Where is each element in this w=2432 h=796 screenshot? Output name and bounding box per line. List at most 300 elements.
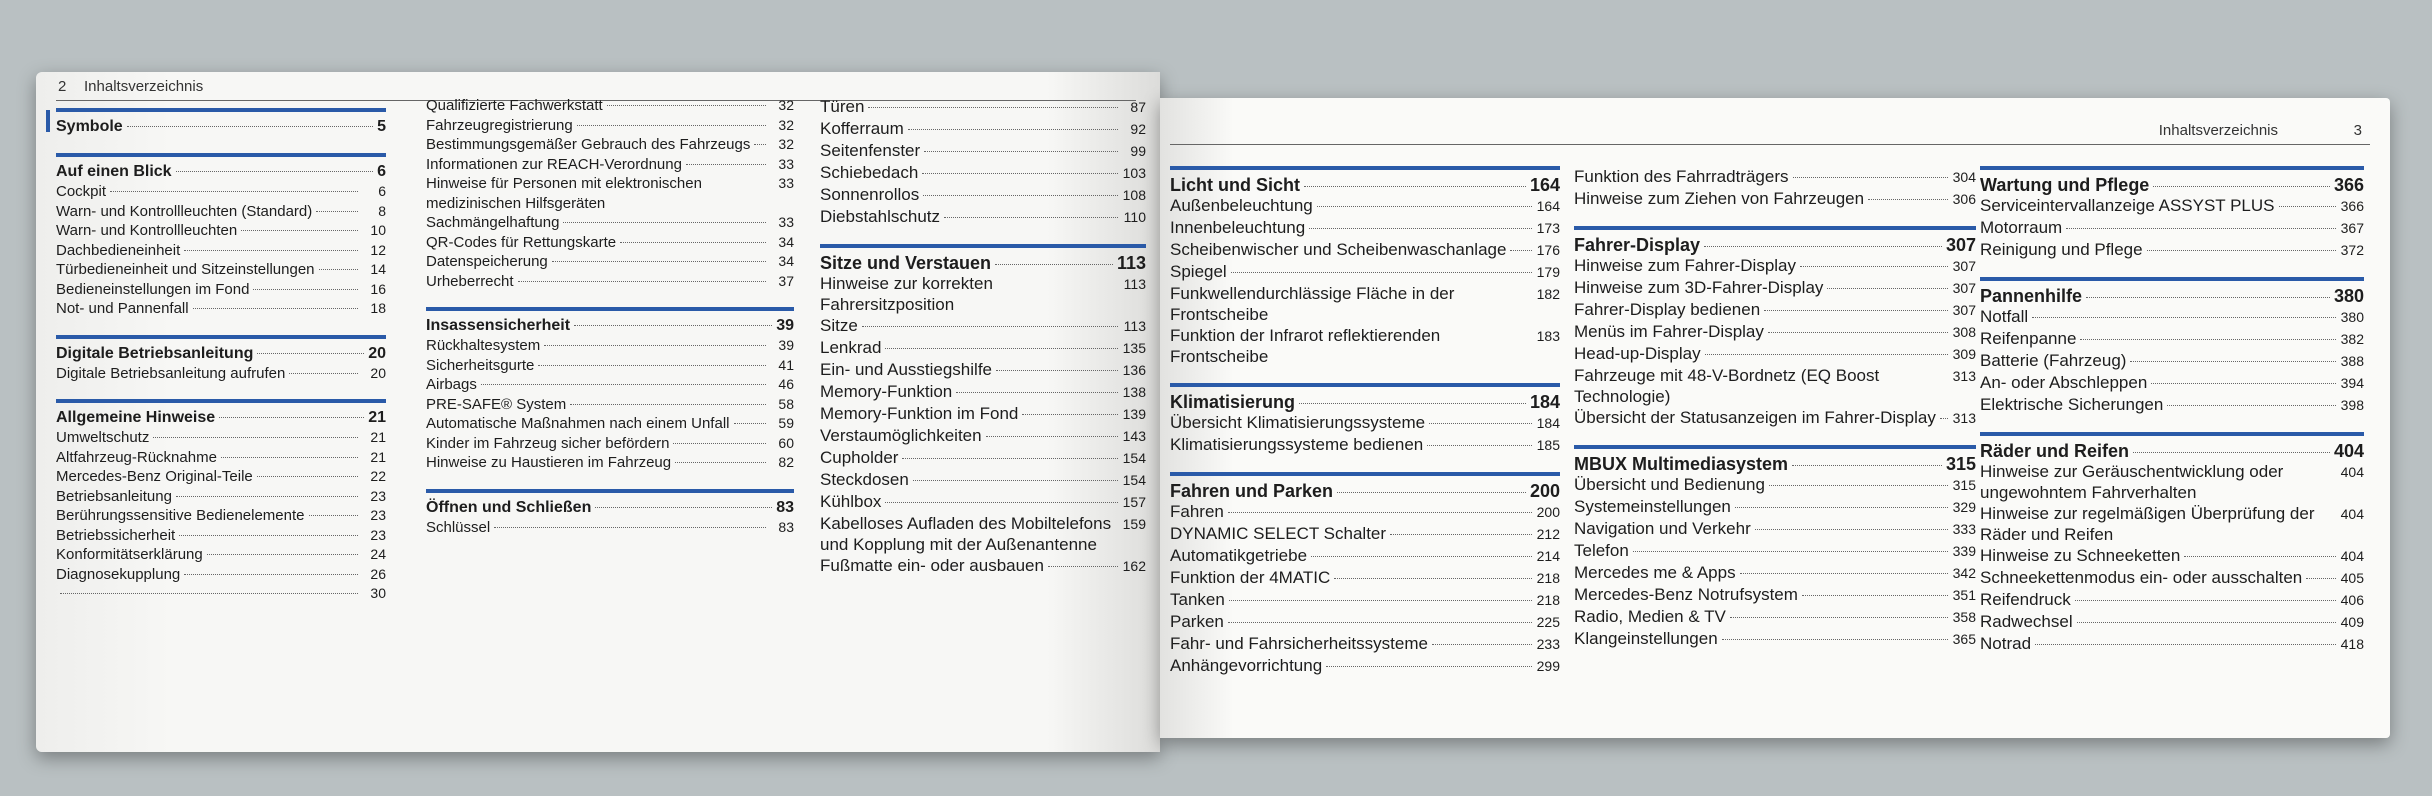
leader-dots <box>1231 272 1532 273</box>
toc-entry[interactable] <box>56 221 386 241</box>
leader-dots <box>1429 423 1532 424</box>
entry-page-number: 157 <box>1122 494 1146 510</box>
toc-entry[interactable] <box>1980 611 2364 633</box>
entry-label: Hinweise zur regelmäßigen Überprüfung der Räder und Reifen <box>1980 504 2315 544</box>
section-heading[interactable] <box>1170 383 1560 412</box>
toc-section-fahrer-display <box>1574 226 1976 429</box>
leader-dots <box>193 308 358 309</box>
toc-entry[interactable] <box>56 565 386 585</box>
toc-entry[interactable] <box>1574 584 1976 606</box>
toc-column-left-3 <box>820 96 1146 593</box>
entry-label: Hinweise zu Schneeketten <box>1980 546 2181 565</box>
section-page-number: 315 <box>1945 454 1976 474</box>
entry-label: Mercedes-Benz Original-Teile <box>56 468 253 485</box>
toc-entry[interactable] <box>1574 365 1976 407</box>
leader-dots <box>902 458 1118 459</box>
entry-page-number: 23 <box>370 526 386 543</box>
section-page-number: 83 <box>776 498 794 516</box>
leader-dots <box>1317 206 1532 207</box>
toc-column-right-2 <box>1574 166 1976 666</box>
entry-label: Digitale Betriebsanleitung aufrufen <box>56 364 286 382</box>
leader-dots <box>2279 206 2336 207</box>
entry-label: Tanken <box>1170 590 1225 609</box>
section-title: Räder und Reifen <box>1980 441 2130 461</box>
entry-label: Sicherheitsgurte <box>426 356 535 374</box>
section-heading[interactable] <box>1980 432 2364 461</box>
toc-entry[interactable] <box>1574 562 1976 584</box>
section-title: Pannenhilfe <box>1980 286 2083 306</box>
toc-entry[interactable] <box>56 584 386 604</box>
leader-dots <box>179 535 358 536</box>
toc-entry[interactable] <box>426 518 794 538</box>
section-heading[interactable] <box>56 335 386 364</box>
entry-label: Hinweise zu Haustieren im Fahrzeug <box>426 454 672 471</box>
leader-dots <box>2147 250 2336 251</box>
entry-page-number: 307 <box>1952 302 1976 318</box>
entry-page-number: 24 <box>370 546 386 562</box>
leader-dots <box>1326 666 1532 667</box>
toc-entry[interactable] <box>1170 239 1560 261</box>
section-heading[interactable] <box>1574 226 1976 255</box>
entry-label: Cockpit <box>56 183 107 200</box>
toc-entry[interactable] <box>426 434 794 454</box>
leader-dots <box>563 222 766 223</box>
toc-entry[interactable] <box>1170 655 1560 677</box>
section-page-number: 21 <box>368 409 386 426</box>
section-heading[interactable] <box>1170 472 1560 501</box>
toc-entry[interactable] <box>1574 188 1976 210</box>
entry-label: An- oder Abschleppen <box>1980 373 2148 392</box>
toc-entry[interactable] <box>1170 567 1560 589</box>
entry-page-number: 113 <box>1123 318 1146 334</box>
entry-page-number: 103 <box>1122 165 1146 181</box>
toc-column-right-3 <box>1980 166 2364 671</box>
entry-page-number: 342 <box>1952 565 1976 581</box>
toc-section-continued <box>1574 166 1976 210</box>
section-heading[interactable] <box>426 307 794 336</box>
entry-page-number: 154 <box>1122 450 1146 466</box>
toc-entry[interactable] <box>426 375 794 395</box>
entry-page-number: 214 <box>1536 548 1560 564</box>
toc-entry[interactable] <box>426 272 794 292</box>
toc-entry[interactable] <box>820 206 1146 228</box>
toc-entry[interactable] <box>56 182 386 202</box>
toc-entry[interactable] <box>426 135 794 155</box>
entry-page-number: 143 <box>1122 428 1146 444</box>
entry-label: Diagnosekupplung <box>56 565 181 583</box>
leader-dots <box>257 353 364 354</box>
entry-label: QR-Codes für Rettungskarte <box>426 233 617 251</box>
entry-page-number: 358 <box>1952 609 1976 625</box>
entry-label: Schiebedach <box>820 163 919 182</box>
toc-entry[interactable] <box>426 356 794 376</box>
leader-dots <box>552 261 766 262</box>
toc-entry[interactable] <box>820 140 1146 162</box>
entry-page-number: 406 <box>2340 592 2364 608</box>
toc-entry[interactable] <box>1574 628 1976 650</box>
leader-dots <box>1868 199 1948 200</box>
entry-page-number: 404 <box>2340 464 2364 480</box>
leader-dots <box>1940 418 1948 419</box>
entry-label: Fahrzeuge mit 48-V-Bordnetz (EQ Boost Technologie) <box>1574 366 1880 406</box>
toc-entry[interactable] <box>1980 306 2364 328</box>
section-heading[interactable] <box>1170 166 1560 195</box>
entry-label: Telefon <box>1574 541 1629 560</box>
leader-dots <box>1048 566 1118 567</box>
leader-dots <box>675 462 766 463</box>
leader-dots <box>221 457 358 458</box>
entry-label: Kinder im Fahrzeug sicher befördern <box>426 434 670 452</box>
section-title: Wartung und Pflege <box>1980 175 2150 195</box>
section-heading[interactable] <box>1574 445 1976 474</box>
entry-page-number: 164 <box>1536 198 1560 214</box>
leader-dots <box>1311 556 1532 557</box>
toc-section-sitze-und-verstauen <box>820 244 1146 577</box>
left-page <box>36 72 1160 752</box>
entry-page-number: 394 <box>2340 375 2364 391</box>
leader-dots <box>1022 414 1118 415</box>
toc-entry[interactable] <box>1170 523 1560 545</box>
entry-page-number: 162 <box>1122 558 1146 574</box>
running-title-left: Inhaltsverzeichnis <box>84 78 204 95</box>
toc-entry[interactable] <box>56 364 386 384</box>
entry-label: Urheberrecht <box>426 272 514 290</box>
toc-entry[interactable] <box>820 184 1146 206</box>
toc-column-left-1 <box>56 108 386 620</box>
entry-label: Berührungssensitive Bedienelemente <box>56 507 305 524</box>
entry-page-number: 212 <box>1536 526 1560 542</box>
entry-page-number: 20 <box>370 364 386 381</box>
toc-section-licht-und-sicht <box>1170 166 1560 367</box>
toc-entry[interactable] <box>1170 501 1560 523</box>
toc-entry[interactable] <box>1170 434 1560 456</box>
entry-label: Head-up-Display <box>1574 344 1701 363</box>
toc-entry[interactable] <box>56 241 386 261</box>
leader-dots <box>176 171 374 172</box>
toc-entry[interactable] <box>56 428 386 448</box>
entry-label: Motorraum <box>1980 218 2063 237</box>
leader-dots <box>885 348 1118 349</box>
toc-entry[interactable] <box>1170 283 1560 325</box>
toc-entry[interactable] <box>56 545 386 565</box>
entry-label: Fahr- und Fahrsicherheitssysteme <box>1170 634 1428 653</box>
leader-dots <box>620 242 766 243</box>
section-heading[interactable] <box>820 244 1146 273</box>
toc-entry[interactable] <box>1170 611 1560 633</box>
entry-label: Dachbedieneinheit <box>56 241 181 259</box>
leader-dots <box>2130 361 2336 362</box>
entry-label: Sachmängelhaftung <box>426 214 560 231</box>
leader-dots <box>1769 485 1948 486</box>
toc-entry[interactable] <box>56 448 386 468</box>
entry-page-number: 388 <box>2340 353 2364 369</box>
leader-dots <box>996 370 1118 371</box>
toc-entry[interactable] <box>1170 261 1560 283</box>
toc-entry[interactable] <box>426 453 794 473</box>
entry-label: Bedieneinstellungen im Fond <box>56 280 250 298</box>
entry-page-number: 6 <box>378 183 386 199</box>
entry-label: Ein- und Ausstiegshilfe <box>820 360 992 379</box>
leader-dots <box>686 164 766 165</box>
entry-page-number: 18 <box>370 300 386 316</box>
entry-label: Lenkrad <box>820 338 882 357</box>
toc-section-fahren-und-parken <box>1170 472 1560 677</box>
toc-entry[interactable] <box>426 213 794 233</box>
entry-label: Cupholder <box>820 448 899 467</box>
toc-entry[interactable] <box>56 467 386 487</box>
toc-entry[interactable] <box>1170 589 1560 611</box>
entry-label: Sitze <box>820 316 858 335</box>
leader-dots <box>1705 354 1948 355</box>
toc-entry[interactable] <box>426 174 794 213</box>
entry-label: Hinweise zum Fahrer-Display <box>1574 256 1797 275</box>
toc-entry[interactable] <box>426 96 794 116</box>
entry-label: Hinweise für Personen mit elektronischen medizinischen Hilfsgeräten <box>426 175 702 212</box>
entry-label: Fußmatte ein- oder ausbauen <box>820 556 1044 575</box>
section-title: MBUX Multimediasystem <box>1574 454 1789 474</box>
toc-entry[interactable] <box>820 162 1146 184</box>
section-heading[interactable] <box>1980 277 2364 306</box>
toc-entry[interactable] <box>1980 394 2364 416</box>
toc-entry[interactable] <box>1574 518 1976 540</box>
entry-label: Funktion der Infrarot reflektierenden Frontscheibe <box>1170 326 1441 366</box>
toc-entry[interactable] <box>56 260 386 280</box>
toc-entry[interactable] <box>820 513 1146 555</box>
toc-entry[interactable] <box>1980 567 2364 589</box>
entry-page-number: 184 <box>1536 415 1560 431</box>
entry-page-number: 179 <box>1536 264 1560 280</box>
entry-page-number: 92 <box>1130 121 1146 137</box>
entry-page-number: 404 <box>2340 506 2364 522</box>
leader-dots <box>494 527 766 528</box>
toc-entry[interactable] <box>1980 350 2364 372</box>
toc-entry[interactable] <box>1980 328 2364 350</box>
section-title: Allgemeine Hinweise <box>56 409 216 426</box>
toc-entry[interactable] <box>1170 325 1560 367</box>
entry-page-number: 339 <box>1952 543 1976 559</box>
entry-page-number: 351 <box>1952 587 1976 603</box>
entry-page-number: 218 <box>1536 570 1560 586</box>
entry-label: Radwechsel <box>1980 612 2073 631</box>
entry-page-number: 32 <box>778 116 794 133</box>
entry-label: Informationen zur REACH-Verordnung <box>426 155 682 173</box>
toc-entry[interactable] <box>426 395 794 415</box>
leader-dots <box>1827 288 1948 289</box>
entry-page-number: 33 <box>778 175 794 191</box>
entry-page-number: 33 <box>778 155 794 172</box>
entry-page-number: 33 <box>778 214 794 230</box>
entry-page-number: 380 <box>2340 309 2364 325</box>
leader-dots <box>2035 644 2336 645</box>
section-title: Insassensicherheit <box>426 317 571 334</box>
leader-dots <box>995 264 1113 265</box>
toc-entry[interactable] <box>1574 606 1976 628</box>
toc-section-continued <box>426 96 794 291</box>
leader-dots <box>595 507 772 508</box>
entry-label: Airbags <box>426 376 477 393</box>
leader-dots <box>956 392 1118 393</box>
leader-dots <box>1704 246 1942 247</box>
leader-dots <box>253 289 358 290</box>
entry-label: Reifenpanne <box>1980 329 2077 348</box>
toc-entry[interactable] <box>1980 461 2364 503</box>
toc-entry[interactable] <box>1170 195 1560 217</box>
entry-label: Konformitätserklärung <box>56 546 203 563</box>
entry-page-number: 139 <box>1122 406 1146 422</box>
entry-page-number: 82 <box>778 454 794 470</box>
entry-label: Klangeinstellungen <box>1574 629 1718 648</box>
leader-dots <box>885 502 1118 503</box>
entry-label: Kühlbox <box>820 492 882 511</box>
section-page-number: 404 <box>2333 441 2364 461</box>
toc-entry[interactable] <box>426 252 794 272</box>
leader-dots <box>1792 465 1942 466</box>
toc-entry[interactable] <box>820 555 1146 577</box>
leader-dots <box>319 269 358 270</box>
toc-entry[interactable] <box>56 299 386 319</box>
toc-entry[interactable] <box>820 96 1146 118</box>
toc-section-mbux-multimediasystem <box>1574 445 1976 650</box>
leader-dots <box>1427 445 1532 446</box>
entry-page-number: 313 <box>1952 410 1976 426</box>
toc-entry[interactable] <box>426 233 794 253</box>
entry-label: Betriebssicherheit <box>56 526 176 544</box>
leader-dots <box>184 574 358 575</box>
entry-label: Kabelloses Aufladen des Mobiltelefons und Kopplung mit der Außenantenne <box>820 514 1112 554</box>
toc-entry[interactable] <box>820 381 1146 403</box>
entry-page-number: 306 <box>1952 191 1976 207</box>
entry-label: Übersicht Klimatisierungssysteme <box>1170 413 1426 432</box>
entry-label: Warn- und Kontrollleuchten <box>56 222 238 239</box>
toc-entry[interactable] <box>426 414 794 434</box>
toc-entry[interactable] <box>1170 217 1560 239</box>
leader-dots <box>1510 250 1532 251</box>
toc-entry[interactable] <box>1574 540 1976 562</box>
leader-dots <box>570 404 766 405</box>
leader-dots <box>2032 317 2336 318</box>
entry-page-number: 307 <box>1952 280 1976 296</box>
entry-page-number: 329 <box>1952 499 1976 515</box>
toc-entry[interactable] <box>820 273 1146 315</box>
toc-entry[interactable] <box>820 469 1146 491</box>
entry-label: Betriebsanleitung <box>56 487 172 505</box>
entry-page-number: 87 <box>1130 99 1146 115</box>
toc-entry[interactable] <box>1574 496 1976 518</box>
leader-dots <box>754 144 766 145</box>
entry-page-number: 16 <box>370 280 386 297</box>
toc-entry[interactable] <box>1980 195 2364 217</box>
section-heading[interactable] <box>426 489 794 518</box>
entry-page-number: 12 <box>370 241 386 258</box>
toc-entry[interactable] <box>820 118 1146 140</box>
toc-entry[interactable] <box>820 425 1146 447</box>
toc-entry[interactable] <box>1574 299 1976 321</box>
entry-label: Radio, Medien & TV <box>1574 607 1726 626</box>
entry-label: Fahren <box>1170 502 1224 521</box>
toc-entry[interactable] <box>1574 166 1976 188</box>
toc-entry[interactable] <box>1574 255 1976 277</box>
toc-entry[interactable] <box>820 315 1146 337</box>
entry-label: Verstaumöglichkeiten <box>820 426 982 445</box>
toc-entry[interactable] <box>1980 545 2364 567</box>
toc-entry[interactable] <box>1980 633 2364 655</box>
toc-entry[interactable] <box>820 337 1146 359</box>
toc-entry[interactable] <box>820 491 1146 513</box>
section-heading[interactable] <box>56 108 386 137</box>
header-rule-right <box>1170 144 2370 145</box>
toc-entry[interactable] <box>1574 321 1976 343</box>
entry-label: Schlüssel <box>426 518 491 536</box>
leader-dots <box>1633 551 1948 552</box>
page-number-left: 2 <box>58 78 67 95</box>
toc-column-right-1 <box>1170 166 1560 693</box>
toc-entry[interactable] <box>1574 407 1976 429</box>
leader-dots <box>1229 600 1532 601</box>
entry-page-number: 182 <box>1536 286 1560 302</box>
entry-page-number: 136 <box>1122 362 1146 378</box>
entry-label: Sonnenrollos <box>820 185 920 204</box>
toc-entry[interactable] <box>1980 503 2364 545</box>
section-heading[interactable] <box>56 399 386 428</box>
toc-entry[interactable] <box>426 155 794 175</box>
entry-page-number: 398 <box>2340 397 2364 413</box>
section-heading[interactable] <box>56 153 386 182</box>
toc-entry[interactable] <box>1574 277 1976 299</box>
toc-section-digitale-betriebsanleitung <box>56 335 386 384</box>
toc-entry[interactable] <box>56 526 386 546</box>
leader-dots <box>1800 266 1948 267</box>
toc-entry[interactable] <box>426 336 794 356</box>
leader-dots <box>538 365 766 366</box>
toc-entry[interactable] <box>1980 589 2364 611</box>
toc-entry[interactable] <box>1574 343 1976 365</box>
toc-entry[interactable] <box>1170 412 1560 434</box>
toc-entry[interactable] <box>1574 474 1976 496</box>
entry-page-number: 22 <box>370 468 386 484</box>
toc-entry[interactable] <box>426 116 794 136</box>
entry-label: Fahrzeugregistrierung <box>426 116 573 134</box>
leader-dots <box>518 281 766 282</box>
toc-entry[interactable] <box>1170 545 1560 567</box>
entry-page-number: 409 <box>2340 614 2364 630</box>
entry-page-number: 333 <box>1952 521 1976 537</box>
entry-page-number: 83 <box>778 518 794 535</box>
toc-entry[interactable] <box>820 447 1146 469</box>
toc-entry[interactable] <box>56 280 386 300</box>
leader-dots <box>219 417 364 418</box>
toc-entry[interactable] <box>820 359 1146 381</box>
section-heading[interactable] <box>1980 166 2364 195</box>
section-title: Symbole <box>56 118 123 135</box>
toc-entry[interactable] <box>1980 372 2364 394</box>
entry-page-number: 367 <box>2340 220 2364 236</box>
leader-dots <box>481 384 766 385</box>
leader-dots <box>1337 492 1526 493</box>
entry-label: PRE-SAFE® System <box>426 395 567 413</box>
leader-dots <box>1735 507 1948 508</box>
entry-page-number: 225 <box>1536 614 1560 630</box>
entry-page-number: 34 <box>778 253 794 269</box>
toc-entry[interactable] <box>1980 239 2364 261</box>
toc-entry[interactable] <box>1980 217 2364 239</box>
toc-entry[interactable] <box>56 487 386 507</box>
leader-dots <box>868 107 1118 108</box>
toc-entry[interactable] <box>1170 633 1560 655</box>
toc-entry[interactable] <box>56 506 386 526</box>
toc-entry[interactable] <box>820 403 1146 425</box>
toc-entry[interactable] <box>56 202 386 222</box>
entry-page-number: 299 <box>1536 658 1560 674</box>
